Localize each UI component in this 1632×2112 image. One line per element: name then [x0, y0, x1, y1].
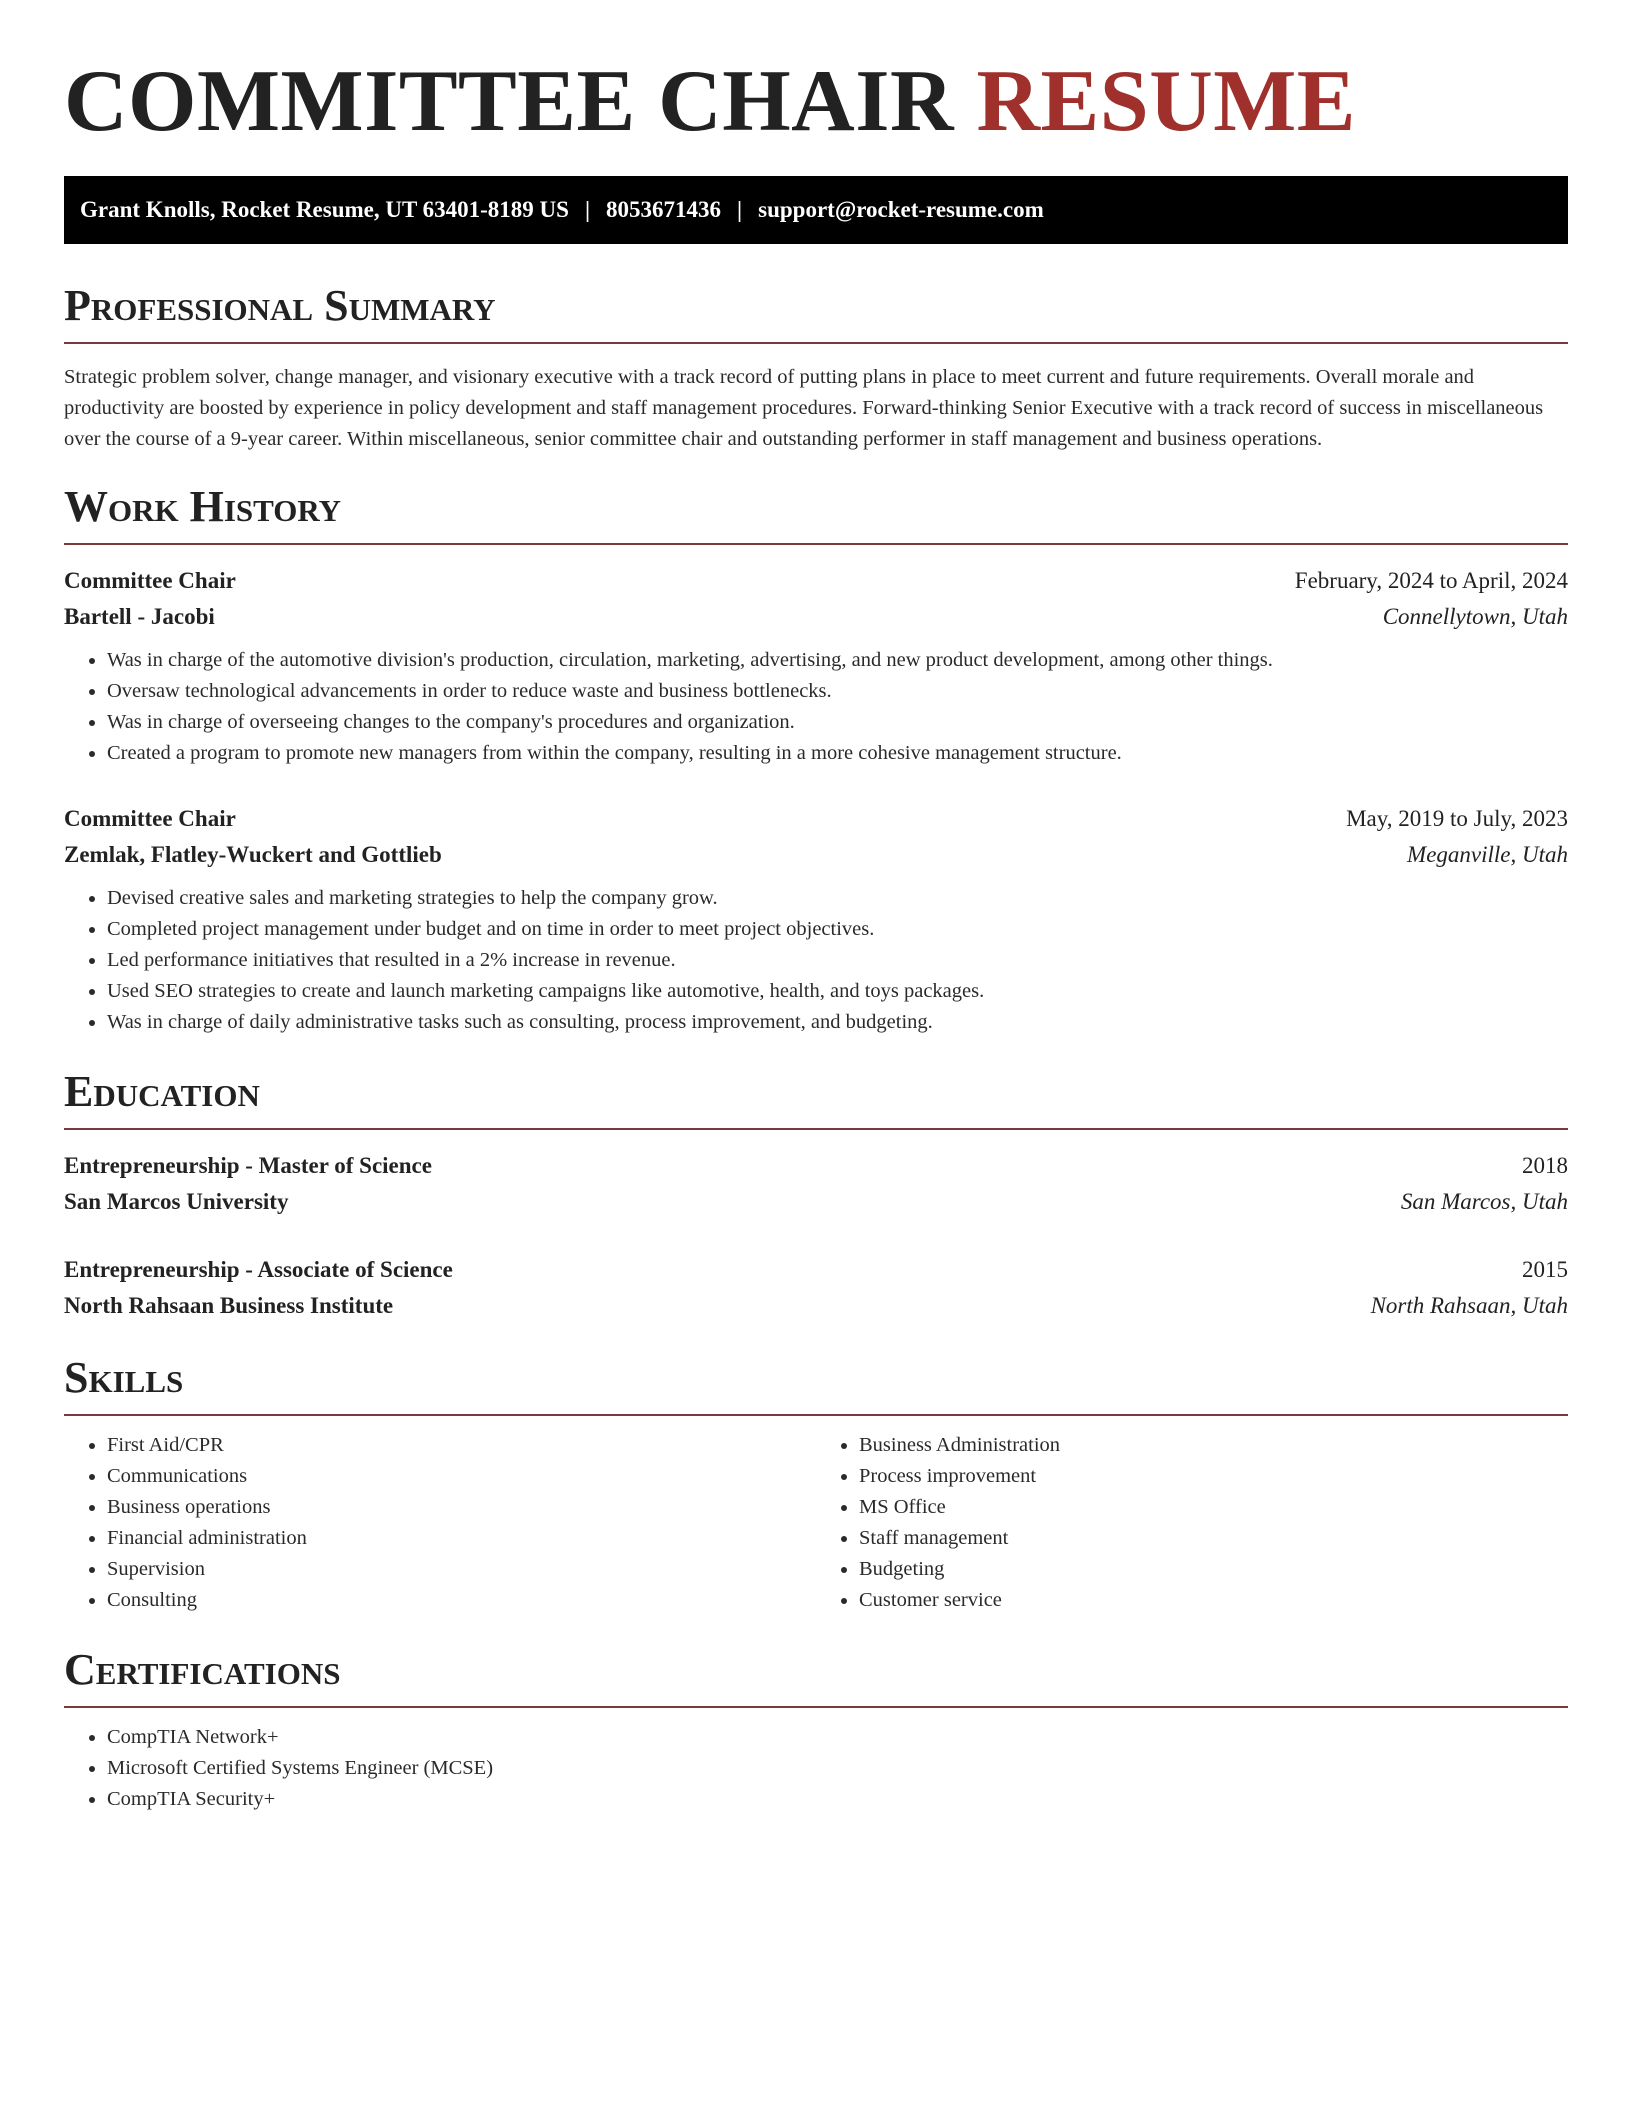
- education-degree-row: [64, 1252, 1568, 1288]
- job-entry: [64, 801, 1568, 1038]
- contact-email[interactable]: support@rocket-resume.com: [758, 197, 1044, 222]
- list-item: • MS Office: [859, 1492, 1568, 1523]
- list-item: • Supervision: [107, 1554, 816, 1585]
- job-company-row: [64, 837, 1568, 873]
- title-main: COMMITTEE CHAIR: [64, 53, 954, 150]
- education-degree: Entrepreneurship - Associate of Science: [64, 1257, 453, 1282]
- education-school-row: [64, 1288, 1568, 1324]
- list-item: • First Aid/CPR: [107, 1430, 816, 1461]
- list-item: • Process improvement: [859, 1461, 1568, 1492]
- contact-phone[interactable]: 8053671436: [606, 197, 722, 222]
- list-item: • Customer service: [859, 1585, 1568, 1616]
- education-degree-row: [64, 1148, 1568, 1184]
- list-item: • Created a program to promote new managers from within the company, resulting in a more cohesive management structure.: [107, 738, 1568, 769]
- work-history-section: [64, 483, 1568, 1038]
- education-section: [64, 1068, 1568, 1324]
- list-item: • Led performance initiatives that resulted in a 2% increase in revenue.: [107, 945, 1568, 976]
- list-item: • Was in charge of overseeing changes to the company's procedures and organization.: [107, 707, 1568, 738]
- job-location: Connellytown, Utah: [1382, 604, 1568, 629]
- education-school: San Marcos University: [64, 1189, 289, 1214]
- list-item: • Staff management: [859, 1523, 1568, 1554]
- list-item: • CompTIA Network+: [107, 1722, 1568, 1753]
- job-company: Bartell - Jacobi: [64, 604, 215, 629]
- education-year: 2018: [1522, 1153, 1568, 1178]
- job-header-row: [64, 563, 1568, 599]
- contact-separator: |: [584, 197, 591, 222]
- skills-list: [816, 1430, 1568, 1616]
- list-item: • Was in charge of daily administrative tasks such as consulting, process improvement, and budgeting.: [107, 1007, 1568, 1038]
- certifications-heading: Certifications: [64, 1646, 1568, 1708]
- education-school: North Rahsaan Business Institute: [64, 1293, 394, 1318]
- certifications-list: [64, 1722, 1568, 1815]
- education-year: 2015: [1522, 1257, 1568, 1282]
- certifications-section: [64, 1646, 1568, 1815]
- job-entry: [64, 563, 1568, 769]
- job-dates: May, 2019 to July, 2023: [1346, 806, 1568, 831]
- job-company: Zemlak, Flatley-Wuckert and Gottlieb: [64, 842, 442, 867]
- job-bullets: [64, 883, 1568, 1038]
- contact-address: Grant Knolls, Rocket Resume, UT 63401-8189 US: [80, 197, 569, 222]
- list-item: • Budgeting: [859, 1554, 1568, 1585]
- list-item: • Communications: [107, 1461, 816, 1492]
- contact-bar: [64, 176, 1568, 244]
- job-title: Committee Chair: [64, 806, 236, 831]
- list-item: • CompTIA Security+: [107, 1784, 1568, 1815]
- skills-list: [64, 1430, 816, 1616]
- education-entry: [64, 1148, 1568, 1220]
- summary-heading: Professional Summary: [64, 282, 1568, 344]
- skills-heading: Skills: [64, 1354, 1568, 1416]
- education-heading: Education: [64, 1068, 1568, 1130]
- summary-text: Strategic problem solver, change manager, and visionary executive with a track record of putting plans in place to meet current and future requirements. Overall morale and productivity are boosted by experience in policy development and staff management procedures. Forward-thinking Senior Executive with a track record of success in miscellaneous over the course of a 9-year career. Within miscellaneous, senior committee chair and outstanding performer in staff management and business operations.: [64, 366, 1544, 450]
- list-item: • Microsoft Certified Systems Engineer (MCSE): [107, 1753, 1568, 1784]
- list-item: • Used SEO strategies to create and launch marketing campaigns like automotive, health, and toys packages.: [107, 976, 1568, 1007]
- skills-section: [64, 1354, 1568, 1616]
- job-bullets: [64, 645, 1568, 769]
- job-title: Committee Chair: [64, 568, 236, 593]
- skills-column-right: [816, 1430, 1568, 1616]
- contact-separator: |: [737, 197, 743, 222]
- title-accent: RESUME: [976, 53, 1356, 150]
- education-location: North Rahsaan, Utah: [1370, 1293, 1568, 1318]
- job-header-row: [64, 801, 1568, 837]
- education-school-row: [64, 1184, 1568, 1220]
- job-company-row: [64, 599, 1568, 635]
- skills-grid: [64, 1430, 1568, 1616]
- skills-column-left: [64, 1430, 816, 1616]
- job-location: Meganville, Utah: [1407, 842, 1568, 867]
- summary-section: [64, 282, 1568, 455]
- list-item: • Devised creative sales and marketing strategies to help the company grow.: [107, 883, 1568, 914]
- resume-title: [64, 52, 1568, 152]
- list-item: • Consulting: [107, 1585, 816, 1616]
- list-item: • Business Administration: [859, 1430, 1568, 1461]
- list-item: • Oversaw technological advancements in order to reduce waste and business bottlenecks.: [107, 676, 1568, 707]
- list-item: • Business operations: [107, 1492, 816, 1523]
- education-degree: Entrepreneurship - Master of Science: [64, 1153, 432, 1178]
- work-history-heading: Work History: [64, 483, 1568, 545]
- education-location: San Marcos, Utah: [1400, 1189, 1568, 1214]
- list-item: • Completed project management under budget and on time in order to meet project objectives.: [107, 914, 1568, 945]
- education-entry: [64, 1252, 1568, 1324]
- job-dates: February, 2024 to April, 2024: [1294, 568, 1568, 593]
- list-item: • Was in charge of the automotive division's production, circulation, marketing, advertising, and new product development, among other things.: [107, 645, 1568, 676]
- list-item: • Financial administration: [107, 1523, 816, 1554]
